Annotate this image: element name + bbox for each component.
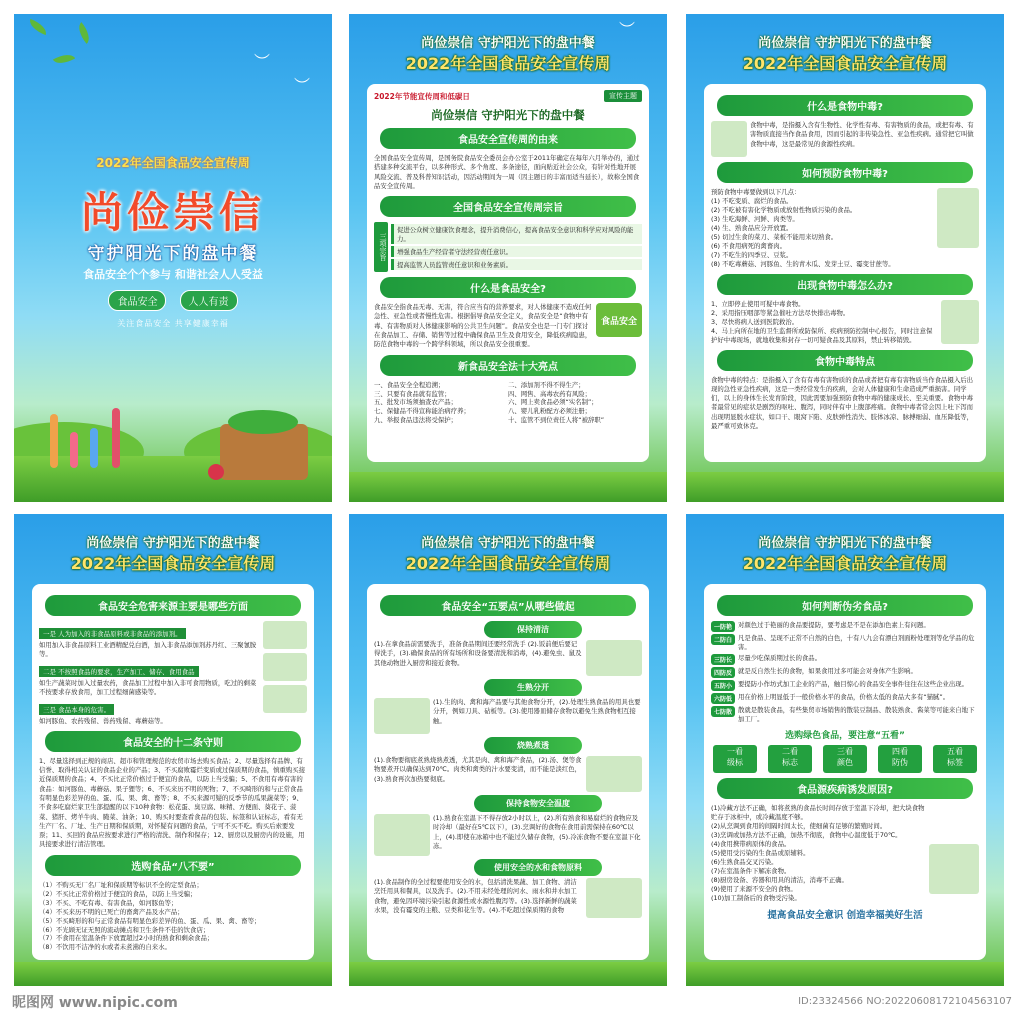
content-card xyxy=(704,584,986,960)
hazard-label-1: 一是 人为加入的非食品原料或非食品的添加剂。 xyxy=(39,628,186,639)
purpose-item: 促进公众树立健康饮食理念，提升消费信心，提高食品安全意识和科学应对风险的能力。 xyxy=(391,224,642,244)
guard-row xyxy=(711,654,979,665)
law-item: 七、保健品不得宣称能治病疗养； xyxy=(374,407,470,416)
law-item: 八、婴儿乳粉配方必须注册； xyxy=(508,407,592,416)
slogan: 食品安全个个参与 和谐社会人人受益 xyxy=(83,268,263,281)
guard-tag: 三防长 xyxy=(711,654,735,665)
sick-person-illustration xyxy=(941,300,979,344)
poster-header-theme: 尚俭崇信 守护阳光下的盘中餐 xyxy=(758,36,932,51)
grass-decoration xyxy=(349,962,667,986)
grass-decoration xyxy=(686,472,1004,502)
law-item: 一、食品安全全程追溯； xyxy=(374,380,445,389)
handwash-illustration xyxy=(586,640,642,676)
section-heading-what-is-food-safety: 什么是食品安全? xyxy=(380,277,636,298)
watermark-left: 昵图网 www.nipic.com xyxy=(12,994,178,1011)
section-heading-what-is-poisoning: 什么是食物中毒? xyxy=(717,95,973,116)
poster-five-keys xyxy=(349,514,667,986)
guard-tag: 二防白 xyxy=(711,634,735,645)
grass-decoration xyxy=(349,472,667,502)
section-text-origin: 全国食品安全宣传周，是国务院食品安全委员会办公室于2011年确定在每年六月举办的，通过搭建多种交流平台，以多种形式、多个角度、多条途径，面向贴近社会公众，有针对性地开展风险交流、普及科普知识活动，因活动期间为一周（因主题日的丰富而适当延长），故称全国食品安全宣传周。 xyxy=(374,154,640,190)
section-heading-origin: 食品安全宣传周的由来 xyxy=(380,128,636,149)
hazard-text-2: 如生产蔬菜时加入过量农药，食品加工过程中加入非可食用物质，吃过的剩菜不按要求存放食用，加工过程细菌感染等。 xyxy=(39,678,257,696)
guard-row xyxy=(711,680,979,691)
subtitle: 守护阳光下的盘中餐 xyxy=(87,244,259,264)
poster-cover xyxy=(14,14,332,502)
purpose-side-label: 三项宗旨 xyxy=(374,222,388,272)
five-look-box: 四看 防伪 xyxy=(878,745,922,773)
vegetable-basket-illustration xyxy=(220,424,308,480)
poster-fake-food xyxy=(686,514,1004,986)
section-text-food-safety: 食品安全指食品无毒、无害，符合应当有的营养要求，对人体健康不造成任何急性、亚急性或者慢性危害。根据倡导食品安全定义，食品安全是“食物中有毒、有害物质对人体健康影响的公共卫生问题”。食品安全也是一门专门探讨在食品加工、存储、销售等过程中确保食品卫生及食用安全，降低疾病隐患，防范食物中毒的一个跨学科领域，所以食品安全很重要。 xyxy=(374,303,592,349)
prevent-item: (7) 不吃生的四季豆、豆浆。 xyxy=(711,250,793,259)
cause-item: (3)烹调或加热方法不正确，加热不彻底，食物中心温度低于70℃。 xyxy=(711,830,902,839)
guard-row xyxy=(711,667,979,678)
tag-energy-week: 2022年节能宣传周和低碳日 xyxy=(374,91,470,101)
five-looks-row xyxy=(713,745,977,773)
content-card xyxy=(704,84,986,462)
watermark-bar xyxy=(0,988,1024,1015)
section-heading-poisoning-features: 食物中毒特点 xyxy=(717,350,973,371)
hazard-illustration xyxy=(263,621,307,649)
tip-text-temperature: (1).熟食在室温下不得存放2小时以上，(2).所有熟食和易腐烂的食物应及时冷却（最好在5℃以下），(3).烹调好的食物在食用前需保持在60℃以上，(4).即使在冰箱中也不能过久储存食物，(5).冷冻食物不要在室温下化冻。 xyxy=(433,814,641,850)
cause-item: (7)在室温条件下解冻食物。 xyxy=(711,866,791,875)
pill-row xyxy=(14,290,332,311)
dont-item: （3）不买、不吃有毒、有害食品，如河豚鱼等； xyxy=(39,898,178,907)
cause-item: (8)厨房设备、容器和用具的清洁，消毒不正确。 xyxy=(711,875,848,884)
tip-text-safe-water: (1).食品制作的全过程要使用安全的水，包括清洗果蔬、加工食物、清洁烹饪用具和餐具，以及洗手。(2).不用未经处理的河水、雨水和井水加工食物，避免因环境污染引起食源性或水源性腹泻等。(3).选择新鲜的蔬菜水果，没有霉变的主粮、豆类和花生等。(4).不吃超过保质期的食物 xyxy=(374,878,577,914)
poster-header-event: 2022年全国食品安全宣传周 xyxy=(742,54,948,73)
law-item: 三、只要有食品就有监管； xyxy=(374,389,451,398)
guard-tag: 七防散 xyxy=(711,706,735,717)
section-heading-prevent-poisoning: 如何预防食物中毒? xyxy=(717,162,973,183)
purpose-block xyxy=(374,222,642,272)
poster-header-theme: 尚俭崇信 守护阳光下的盘中餐 xyxy=(421,36,595,51)
poster-hazard-sources xyxy=(14,514,332,986)
guard-tag: 四防反 xyxy=(711,667,735,678)
five-look-box: 一看 级标 xyxy=(713,745,757,773)
law-highlights xyxy=(374,381,642,426)
content-card xyxy=(367,84,649,462)
tip-heading-temperature: 保持食物安全温度 xyxy=(474,795,602,812)
response-item: 4、马上向所在地的卫生监督所或防保所、疾病预防控制中心报告，同时注意保护好中毒现场，就地收集和封存一切可疑食品及其原料，禁止转移销毁。 xyxy=(711,326,933,344)
event-title: 2022年全国食品安全宣传周 xyxy=(96,156,250,170)
guard-text: 用在价格上明显低于一般价格水平的食品，价格太低的食品大多有“猫腻”。 xyxy=(738,692,950,701)
cause-item: (5)使用受污染的生食品或原辅料。 xyxy=(711,848,810,857)
section-heading-purpose: 全国食品安全宣传周宗旨 xyxy=(380,196,636,217)
tag-theme: 宣传主题 xyxy=(604,90,642,102)
cooked-dish-illustration xyxy=(586,756,642,792)
section-heading-hazard-sources: 食品安全危害来源主要是哪些方面 xyxy=(45,595,301,616)
cause-item: (6)生熟食品交叉污染。 xyxy=(711,857,778,866)
guard-text: 对颜色过于艳丽的食品要提防，要考虑是不是在添加色素上有问题。 xyxy=(738,621,930,629)
section-heading-five-keys: 食品安全“五要点”从哪些做起 xyxy=(380,595,636,616)
food-safety-badge: 食品安全 xyxy=(596,303,642,337)
leaf-decoration xyxy=(27,19,49,35)
law-item: 九、举报食品违法将受保护； xyxy=(374,416,458,425)
guard-text: 散就是散装食品，有些集贸市场销售的散装豆制品、散装熟食、酱菜等可能来自地下加工厂。 xyxy=(738,705,975,723)
law-item: 四、网售、高毒农药有风险； xyxy=(508,389,592,398)
guard-row xyxy=(711,706,979,724)
guard-row xyxy=(711,634,979,652)
content-card xyxy=(367,584,649,960)
dont-item: （1）不购买无厂名厂址和保质期等标识不全的定型食品； xyxy=(39,880,203,889)
cause-item: (9)使用了来源不安全的食物。 xyxy=(711,884,797,893)
section-text-features: 食物中毒的特点：是指摄入了含有有毒有害物质的食品或者把有毒有害物质当作食品摄入后出现的急性亚急性疾病，这是一类经常发生的疾病，会对人体健康和生命造成严重损害。同学们，以上的身体生长发育阶段，因此需要加强预防食物中毒的健康成长、至关重要。食物中毒者最常见的症状是剧烈的呕吐、腹泻，同时伴有中上腹部疼痛。食物中毒者常会因上吐下泻而出现明显脱水症状，如口干、眼窝下陷、皮肤弹性消失、肢体冰凉、脉搏细弱、血压降低等，最严重可致休克。 xyxy=(711,375,974,430)
guard-text: 要提防小作坊式加工企业的产品，触目惊心的食品安全事件往往在这些企业出现。 xyxy=(738,679,969,688)
dont-item: （5）不买畸形的和与正常食品有明显色彩差异的鱼、蛋、瓜、果、禽、畜等； xyxy=(39,916,261,925)
cause-item: (10)加工制备后的食物受污染。 xyxy=(711,893,801,902)
five-look-box: 五看 标签 xyxy=(933,745,977,773)
tip-text-separate: (1).生的肉、禽和海产品要与其他食物分开，(2).处理生熟食品的用具也要分开，例如刀具、砧板等。(3).使用器皿储存食物以避免生熟食物相互接触。 xyxy=(433,698,641,725)
bird-icon: ︶ xyxy=(619,20,636,39)
guard-row xyxy=(711,693,979,704)
response-item: 3、尽快将病人送到医院救治。 xyxy=(711,317,799,326)
poster-food-poisoning xyxy=(686,14,1004,502)
dont-item: （8）不饮用不洁净的水或者未煮沸的自来水。 xyxy=(39,943,171,952)
bird-icon: ︶ xyxy=(294,76,311,95)
prevent-item: (1) 不吃变质、腐烂的食品。 xyxy=(711,196,793,205)
hazard-text-3: 如河豚鱼、农药残留、兽药残留、毒蘑菇等。 xyxy=(39,716,167,725)
cause-item: (4)食用携带病原体的食品。 xyxy=(711,839,791,848)
cutting-board-illustration xyxy=(374,698,430,734)
tip-text-cook: (1).食物要彻底煮熟烧熟煮透，尤其是肉、禽和海产食品，(2).汤、煲等食物要煮开以确保达到70℃。肉类和禽类的汁水要变清，而不能是淡红色，(3).熟食再次加热要彻底。 xyxy=(374,756,582,783)
doctor-illustration xyxy=(937,188,979,248)
vegetables-illustration xyxy=(586,878,642,918)
poster-header-theme: 尚俭崇信 守护阳光下的盘中餐 xyxy=(421,536,595,551)
section-text-twelve-rules: 1、尽量选择到正规的商店、超市和管理规范的农贸市场去购买食品；2、尽量选择有品牌、有信誉、取得相关认证的食品企业的产品；3、不买腐败霉烂变质或过保质期的食品，慎重购买接近保质期的食品；4、不买比正常价格过于便宜的食品，以防上当受骗；5、不食用有毒有害的食品：如河豚鱼、毒蘑菇、果子狸等；6、不买来历不明的死物；7、不买畸形的和与正常食品有明显色彩差异的鱼、蛋、瓜、果、禽、畜等；8、不买来源可疑的反季节的瓜果蔬菜等；9、不食多吃腐烂家卫生部提醒的以下10种食物：松花蛋、臭豆腐、味精、方便面、葵花子、菠菜、猪肝、烤羊牛肉、腌菜、油条；10、购买时要查看食品的包装、标签和认证标志，看有无生产厂名、厂址、生产日期和保质期，对怀疑有问题的食品，宁可不买不吃。购买后索要发票；11、买回的食品应按要求进行严格的清洗、制作和保存；12、厨房以及厨房内的设施，用具接要求进行清洁管理。 xyxy=(39,756,306,849)
tag-row xyxy=(374,90,642,102)
poster-header-event: 2022年全国食品安全宣传周 xyxy=(405,554,611,573)
prevention-diagram xyxy=(929,844,979,894)
leaf-decoration xyxy=(53,50,75,69)
big-title: 尚俭崇信 xyxy=(80,188,265,237)
hazard-label-2: 二是 不按照食品的要求，生产加工、储存、食用食品 xyxy=(39,666,199,677)
watermark-right: ID:23324566 NO:20220608172104563107 xyxy=(798,996,1012,1007)
content-card xyxy=(32,584,314,960)
guard-row xyxy=(711,621,979,632)
tip-heading-separate: 生熟分开 xyxy=(484,679,582,696)
cause-item: (1)冷藏方法不正确，如将煮熟的食品长时间存放于室温下冷却，把大块食物贮存于冰柜中，或冷藏温度不够。 xyxy=(711,803,925,821)
purpose-item: 提高监管人员监管责任意识和业务素质。 xyxy=(391,259,642,270)
guard-text: 就是反自然生长的食物，如果食用过多可能会对身体产生影响。 xyxy=(738,666,917,675)
cause-item: (2)从烹调到食用的间隔时间太长，使细菌有足够的繁殖时间。 xyxy=(711,821,887,830)
hazard-illustration xyxy=(263,685,307,713)
guard-text: 尽量少吃保质期过长的食品。 xyxy=(738,653,822,662)
bird-icon: ︶ xyxy=(254,52,271,71)
section-heading-eight-donts: 选购食品“八不要” xyxy=(45,855,301,876)
response-item: 1、立即停止使用可疑中毒食物。 xyxy=(711,299,805,308)
poster-food-safety-week xyxy=(349,14,667,502)
guard-text: 凡是食品、呈现不正常不自然的白色，十有八九会有漂白剂面粉处理剂等化学品的危害。 xyxy=(738,634,975,651)
prevent-item: (3) 生吃海鲜、河鲜、肉类等。 xyxy=(711,214,799,223)
prevent-item: (8) 不吃毒蘑菇、河豚鱼、生的青木瓜、发芽土豆、霉变甘蔗等。 xyxy=(711,259,895,268)
grass-decoration xyxy=(686,962,1004,986)
hazard-text-1: 如用加入非食品原料工业酒精配兑白酒，加入非食品添加剂苏丹红、三聚氰胺等。 xyxy=(39,641,257,658)
law-item: 五、批发市场须抽查农产品； xyxy=(374,398,458,407)
tip-text-clean: (1).在拿食品前需要洗手，准备食品期间还要经常洗手 (2).饭前便后要记得洗手，(3).确保食品的所有场所和设备要清洗和消毒，(4).避免虫、鼠及其他动物进入厨房和接近食物。 xyxy=(374,640,582,667)
five-look-box: 二看 标志 xyxy=(768,745,812,773)
pill-responsibility: 人人有责 xyxy=(180,290,238,311)
five-looks-heading: 选购绿色食品，要注意“五看” xyxy=(785,730,905,741)
fridge-illustration xyxy=(374,814,430,856)
poster-header-event: 2022年全国食品安全宣传周 xyxy=(742,554,948,573)
poster-header-theme: 尚俭崇信 守护阳光下的盘中餐 xyxy=(86,536,260,551)
section-text-poisoning: 食物中毒，是指摄入含有生物性、化学性有毒、有害物质的食品，或把有毒、有害物质直接当作食品食用，因而引起的非传染急性、亚急性疾病。通常把它叫做食物中毒，这是最常见的食源性疾病。 xyxy=(750,121,974,148)
tip-heading-safe-water: 使用安全的水和食物原料 xyxy=(474,859,602,876)
guard-tag: 五防小 xyxy=(711,680,735,691)
law-item: 六、网上卖食品必须“实名制”； xyxy=(508,398,598,407)
section-heading-twelve-rules: 食品安全的十二条守则 xyxy=(45,731,301,752)
prevent-item: (4) 生、熟食品应分开放置。 xyxy=(711,223,793,232)
hazard-illustration xyxy=(263,653,307,681)
section-heading-disease-causes: 食品源疾病诱发原因? xyxy=(717,778,973,799)
prevent-item: (5) 切过生食的菜刀、菜板不能用来切熟食。 xyxy=(711,232,838,241)
poster-header-event: 2022年全国食品安全宣传周 xyxy=(405,54,611,73)
guard-tag: 六防低 xyxy=(711,693,735,704)
leaf-decoration xyxy=(74,22,95,44)
response-item: 2、采用指压咽部等紧急催吐方法尽快排出毒物。 xyxy=(711,308,850,317)
section-heading-what-to-do: 出现食物中毒怎么办? xyxy=(717,274,973,295)
closing-slogan: 提高食品安全意识 创造幸福美好生活 xyxy=(767,909,923,921)
law-item: 二、添加剂不得不得生产； xyxy=(508,380,585,389)
dont-item: （2）不买比正常价格过于便宜的食品，以防上当受骗； xyxy=(39,889,197,898)
section-heading-new-law: 新食品安全法十大亮点 xyxy=(380,355,636,376)
tip-heading-clean: 保持清洁 xyxy=(484,621,582,638)
law-item: 十、监管不到位责任人将“被辞职” xyxy=(508,416,605,425)
hazard-label-3: 三是 食品本身的危害。 xyxy=(39,704,114,715)
grass-decoration xyxy=(14,962,332,986)
dont-item: （4）不买来历不明的已死亡的畜禽产品及水产品； xyxy=(39,907,184,916)
dont-item: （7）不食用在室温条件下放置超过2小时的熟食和剩余食品； xyxy=(39,934,214,943)
main-title: 尚俭崇信 守护阳光下的盘中餐 xyxy=(431,108,585,122)
prevent-item: (6) 不食用病死的禽畜肉。 xyxy=(711,241,786,250)
prevent-item: (2) 不吃被有害化学物质或放射性物质污染的食品。 xyxy=(711,205,857,214)
poster-header-event: 2022年全国食品安全宣传周 xyxy=(70,554,276,573)
purpose-item: 增强食品生产经营者守法经营责任意识。 xyxy=(391,246,642,257)
dont-item: （6）不光顾无证无照的流动摊点和卫生条件不佳的饮食店； xyxy=(39,925,210,934)
nurse-illustration xyxy=(711,121,747,157)
prevent-intro: 预防食物中毒要做到以下几点： xyxy=(711,188,801,196)
pill-food-safety: 食品安全 xyxy=(108,290,166,311)
tip-heading-cook: 烧熟煮透 xyxy=(484,737,582,754)
section-heading-fake-food: 如何判断伪劣食品? xyxy=(717,595,973,616)
guard-tag: 一防艳 xyxy=(711,621,735,632)
footer-line: 关注食品安全 共享健康幸福 xyxy=(117,319,229,328)
family-illustration xyxy=(40,396,140,476)
poster-header-theme: 尚俭崇信 守护阳光下的盘中餐 xyxy=(758,536,932,551)
five-look-box: 三看 颜色 xyxy=(823,745,867,773)
